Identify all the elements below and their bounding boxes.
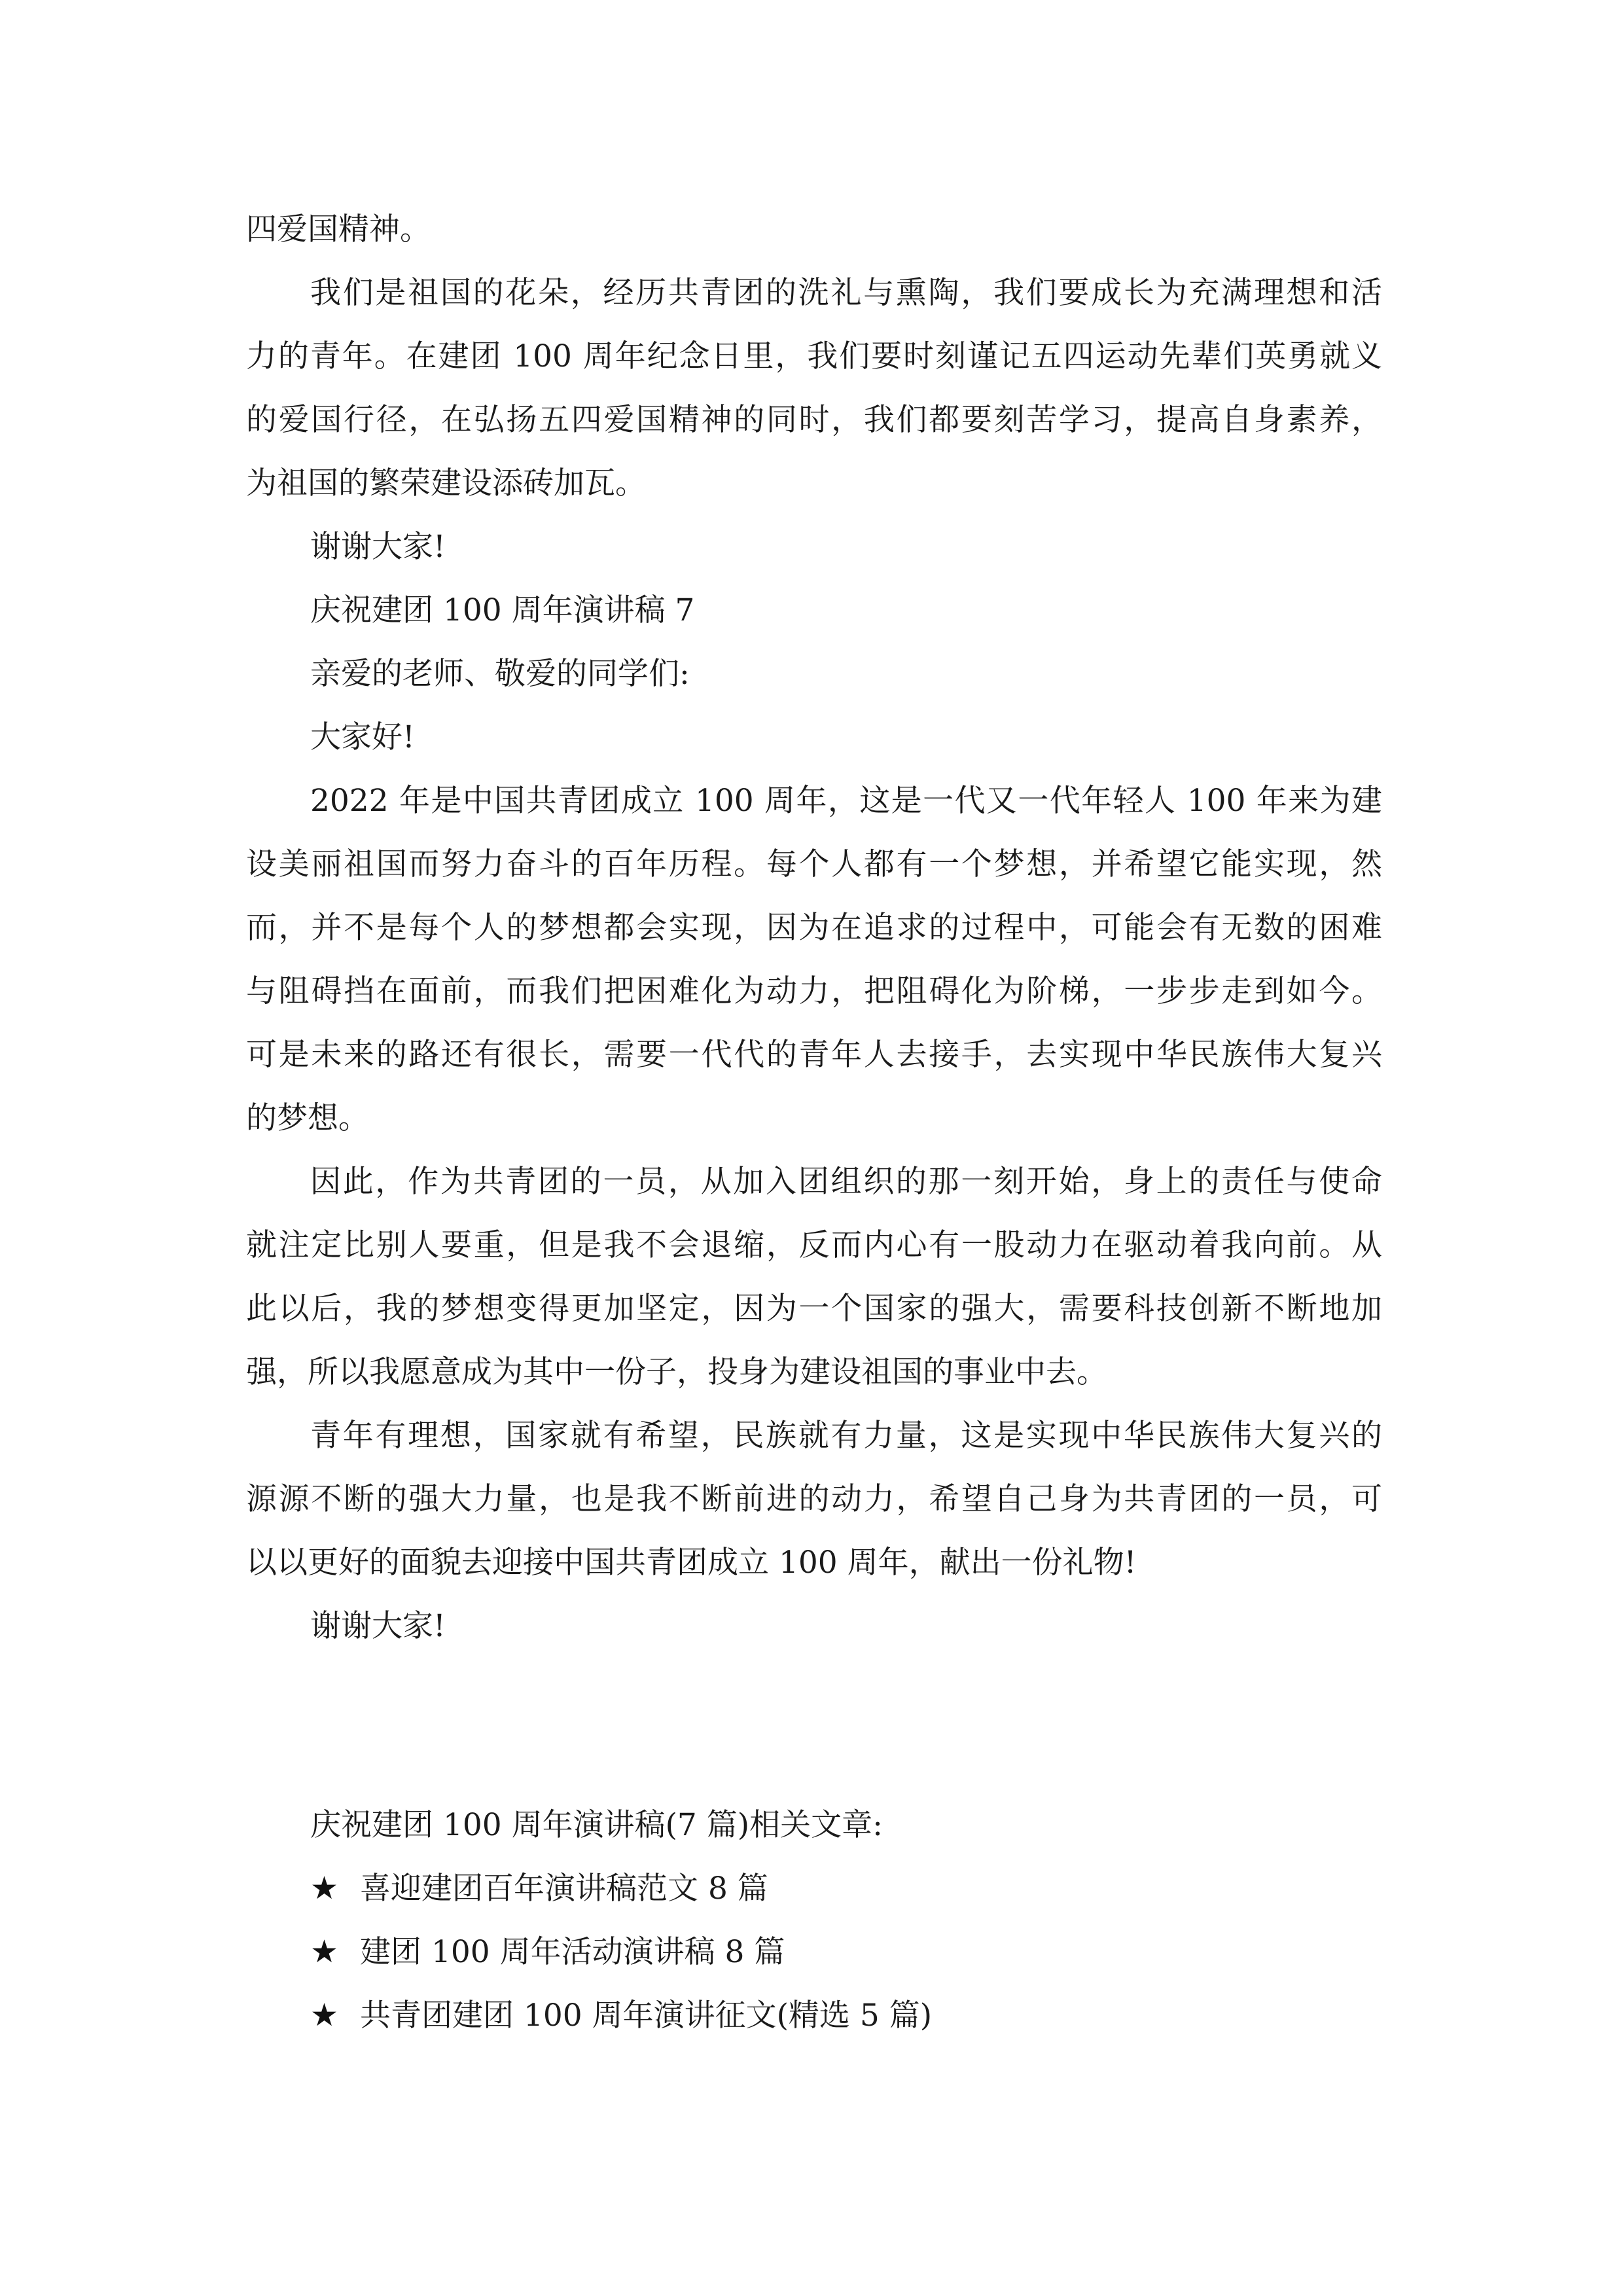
paragraph-4-line-1: 青年有理想，国家就有希望，民族就有力量，这是实现中华民族伟大复兴的 [310,1418,1382,1454]
paragraph-2-line-1: 2022 年是中国共青团成立 100 周年，这是一代又一代年轻人 100 年来为建 [310,783,1382,819]
paragraph-3-line-4: 强，所以我愿意成为其中一份子，投身为建设祖国的事业中去。 [246,1354,1107,1390]
star-icon: ★ [310,1933,339,1970]
salutation: 亲爱的老师、敬爱的同学们: [310,656,690,692]
greeting: 大家好! [310,719,415,755]
closing-thanks-2: 谢谢大家! [310,1608,446,1644]
star-icon: ★ [310,1870,339,1907]
related-article-link[interactable]: 建团 100 周年活动演讲稿 8 篇 [360,1934,785,1970]
related-article-link[interactable]: 共青团建团 100 周年演讲征文(精选 5 篇) [360,1998,933,2034]
related-articles-heading: 庆祝建团 100 周年演讲稿(7 篇)相关文章: [310,1807,883,1843]
paragraph-2-line-3: 而，并不是每个人的梦想都会实现，因为在追求的过程中，可能会有无数的困难 [246,910,1382,946]
speech-title: 庆祝建团 100 周年演讲稿 7 [310,592,695,628]
paragraph-3-line-1: 因此，作为共青团的一员，从加入团组织的那一刻开始，身上的责任与使命 [310,1164,1382,1200]
star-icon: ★ [310,1997,339,2034]
paragraph-1-line-2: 力的青年。在建团 100 周年纪念日里，我们要时刻谨记五四运动先辈们英勇就义 [246,338,1382,374]
paragraph-2-line-5: 可是未来的路还有很长，需要一代代的青年人去接手，去实现中华民族伟大复兴 [246,1037,1382,1073]
paragraph-3-line-2: 就注定比别人要重，但是我不会退缩，反而内心有一股动力在驱动着我向前。从 [246,1227,1382,1263]
paragraph-4-line-2: 源源不断的强大力量，也是我不断前进的动力，希望自己身为共青团的一员，可 [246,1481,1382,1517]
paragraph-2-line-4: 与阻碍挡在面前，而我们把困难化为动力，把阻碍化为阶梯，一步步走到如今。 [246,973,1382,1009]
paragraph-1-line-4: 为祖国的繁荣建设添砖加瓦。 [246,465,646,501]
closing-thanks: 谢谢大家! [310,529,446,565]
paragraph-4-line-3: 以以更好的面貌去迎接中国共青团成立 100 周年，献出一份礼物! [246,1545,1137,1581]
paragraph-2-line-2: 设美丽祖国而努力奋斗的百年历程。每个人都有一个梦想，并希望它能实现，然 [246,846,1382,882]
related-article-link[interactable]: 喜迎建团百年演讲稿范文 8 篇 [360,1871,768,1907]
paragraph-1-line-3: 的爱国行径，在弘扬五四爱国精神的同时，我们都要刻苦学习，提高自身素养， [246,402,1382,438]
paragraph-continuation: 四爱国精神。 [246,211,431,247]
paragraph-1-line-1: 我们是祖国的花朵，经历共青团的洗礼与熏陶，我们要成长为充满理想和活 [310,275,1382,311]
related-article-item[interactable] [310,1857,768,1920]
paragraph-3-line-3: 此以后，我的梦想变得更加坚定，因为一个国家的强大，需要科技创新不断地加 [246,1291,1382,1327]
paragraph-2-line-6: 的梦想。 [246,1100,369,1136]
related-article-item[interactable] [310,1920,785,1984]
related-article-item[interactable] [310,1984,932,2047]
